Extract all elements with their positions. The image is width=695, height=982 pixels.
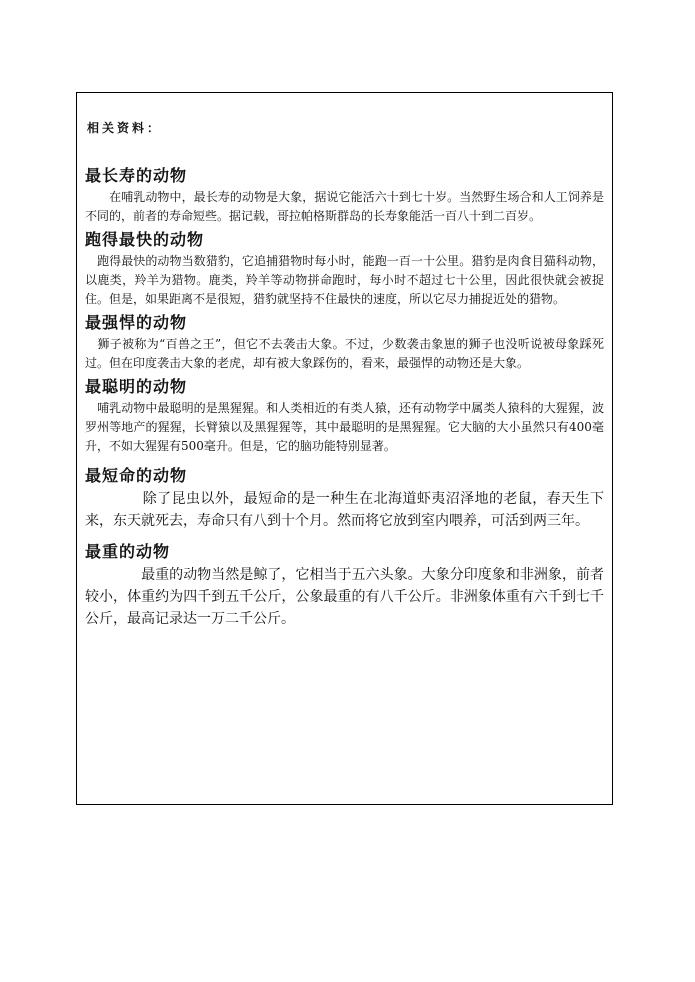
section-text: 哺乳动物中最聪明的是黑猩猩。和人类相近的有类人猿，还有动物学中属类人猿科的大猩猩，波罗州等地产的猩猩，长臂猿以及黑猩猩等，其中最聪明的是黑猩猩。它大脑的大小虽然只有400毫升，不如大猩猩有500毫升。但是，它的脑功能特别显著。 bbox=[85, 401, 604, 453]
section-heaviest bbox=[85, 542, 604, 630]
related-materials-label: 相关资料： bbox=[87, 121, 163, 135]
section-strongest bbox=[85, 313, 604, 373]
section-fastest bbox=[85, 230, 604, 309]
section-heading: 最长寿的动物 bbox=[85, 166, 188, 185]
section-heading: 跑得最快的动物 bbox=[85, 230, 205, 249]
info-content bbox=[85, 119, 604, 634]
section-heading: 最强悍的动物 bbox=[85, 313, 188, 332]
section-shortest-lived bbox=[85, 466, 604, 532]
info-box bbox=[76, 92, 613, 805]
section-longest-lived bbox=[85, 166, 604, 226]
section-heading: 最短命的动物 bbox=[85, 466, 188, 485]
section-heading: 最重的动物 bbox=[85, 542, 171, 561]
section-text: 最重的动物当然是鲸了，它相当于五六头象。大象分印度象和非洲象，前者较小，体重约为四千到五千公斤，公象最重的有八千公斤。非洲象体重有六千到七千公斤，最高记录达一万二千公斤。 bbox=[85, 567, 604, 627]
section-text: 在哺乳动物中，最长寿的动物是大象，据说它能活六十到七十岁。当然野生场合和人工饲养是不同的，前者的寿命短些。据记载，哥拉帕格斯群岛的长寿象能活一百八十到二百岁。 bbox=[85, 190, 604, 223]
section-text: 跑得最快的动物当数猎豹，它追捕猎物时每小时，能跑一百一十公里。猎豹是肉食目猫科动物，以鹿类，羚羊为猎物。鹿类，羚羊等动物拼命跑时，每小时不超过七十公里，因此很快就会被捉住。但是，如果距离不是很短，猎豹就坚持不住最快的速度，所以它尽力捕捉近处的猎物。 bbox=[85, 254, 604, 306]
section-text: 狮子被称为“百兽之王”，但它不去袭击大象。不过，少数袭击象崽的狮子也没听说被母象踩死过。但在印度袭击大象的老虎，却有被大象踩伤的，看来，最强悍的动物还是大象。 bbox=[85, 337, 604, 370]
section-smartest bbox=[85, 377, 604, 456]
section-text: 除了昆虫以外，最短命的是一种生在北海道虾夷沼泽地的老鼠，春天生下来，东天就死去，寿命只有八到十个月。然而将它放到室内喂养，可活到两三年。 bbox=[85, 491, 604, 529]
section-heading: 最聪明的动物 bbox=[85, 377, 188, 396]
